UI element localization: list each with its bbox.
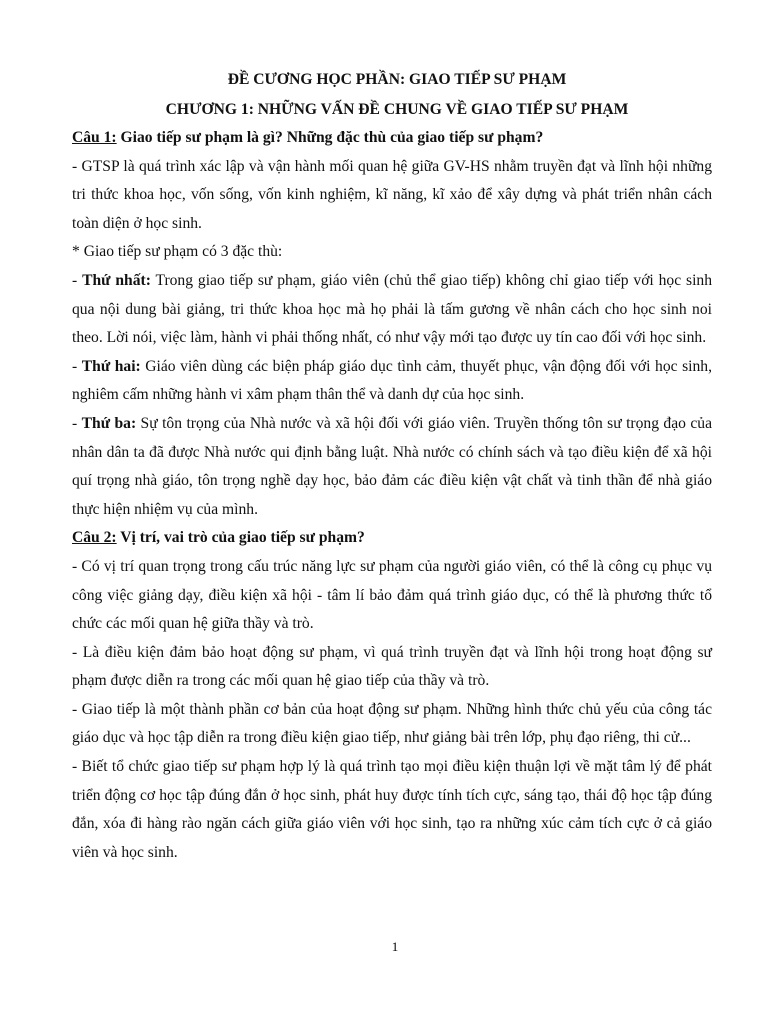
specifics-intro: * Giao tiếp sư phạm có 3 đặc thù: (72, 243, 283, 261)
specific-first-label: Thứ nhất: (82, 271, 151, 289)
specific-third-text: Sự tôn trọng của Nhà nước và xã hội đối với giáo viên. Truyền thống tôn sư trọng đạo của nhân dân ta đã được Nhà nước qui định bằng luật. Nhà nước có chính sách và tạo điều kiện để xã hội quí trọng nhà giáo, tôn trọng nghề dạy học, bảo đảm các điều kiện vật chất và tinh thần để nhà giáo thực hiện nhiệm vụ của mình. (72, 414, 713, 518)
specific-second-text: Giáo viên dùng các biện pháp giáo dục tình cảm, thuyết phục, vận động đối với học sinh, nghiêm cấm những hành vi xâm phạm thân thể và danh dự của học sinh. (72, 357, 712, 404)
chapter-title: CHƯƠNG 1: NHỮNG VẤN ĐỀ CHUNG VỀ GIAO TIẾP SƯ PHẠM (165, 101, 629, 118)
role-item-1: - Có vị trí quan trọng trong cấu trúc năng lực sư phạm của người giáo viên, có thể là công cụ phục vụ công việc giảng dạy, điều kiện xã hội - tâm lí bảo đảm quá trình giáo dục, có thể là phương thức tổ chức các mối quan hệ giữa thầy và trò. (72, 557, 712, 633)
role-item-4: - Biết tổ chức giao tiếp sư phạm hợp lý là quá trình tạo mọi điều kiện thuận lợi về mặt tâm lý để phát triển động cơ học tập đúng đắn ở học sinh, phát huy được tính tích cực, sáng tạo, thái độ học tập đúng đắn, xóa đi hàng rào ngăn cách giữa giáo viên với học sinh, tạo ra những xúc cảm tích cực ở cả giáo viên và học sinh. (72, 758, 712, 861)
role-item-3: - Giao tiếp là một thành phần cơ bản của hoạt động sư phạm. Những hình thức chủ yếu của công tác giáo dục và học tập diễn ra trong điều kiện giao tiếp, như giảng bài trên lớp, phụ đạo riêng, thi cử... (72, 700, 712, 747)
specific-third-label: Thứ ba: (81, 414, 137, 432)
specific-second-label: Thứ hai: (81, 357, 141, 375)
specific-third: - Thứ ba: Sự tôn trọng của Nhà nước và xã hội đối với giáo viên. Truyền thống tôn sư trọng đạo của nhân dân ta đã được Nhà nước qui định bằng luật. Nhà nước có chính sách và tạo điều kiện để xã hội quí trọng nhà giáo, tôn trọng nghề dạy học, bảo đảm các điều kiện vật chất và tinh thần để nhà giáo thực hiện nhiệm vụ của mình. (72, 414, 713, 518)
document-title: ĐỀ CƯƠNG HỌC PHẦN: GIAO TIẾP SƯ PHẠM (227, 71, 567, 88)
question-1-text: Giao tiếp sư phạm là gì? Những đặc thù của giao tiếp sư phạm? (116, 129, 544, 146)
specific-second: - Thứ hai: Giáo viên dùng các biện pháp giáo dục tình cảm, thuyết phục, vận động đối với học sinh, nghiêm cấm những hành vi xâm phạm thân thể và danh dự của học sinh. (72, 357, 712, 404)
gtsp-definition: - GTSP là quá trình xác lập và vận hành mối quan hệ giữa GV-HS nhằm truyền đạt và lĩnh hội những tri thức khoa học, vốn sống, vốn kinh nghiệm, kĩ năng, kĩ xảo để xây dựng và phát triển nhân cách toàn diện ở học sinh. (72, 157, 712, 232)
question-2-heading (72, 524, 712, 553)
specific-first-text: Trong giao tiếp sư phạm, giáo viên (chủ thể giao tiếp) không chỉ giao tiếp với học sinh qua nội dung bài giảng, tri thức khoa học mà họ phải là tấm gương về nhân cách cho học sinh noi theo. Lời nói, việc làm, hành vi phải thống nhất, có như vậy mới tạo được uy tín cao đối với học sinh. (72, 271, 713, 347)
question-1-heading (72, 124, 712, 153)
question-2-number: Câu 2: (72, 529, 117, 547)
question-1-number: Câu 1: (72, 129, 117, 146)
page-number: 1 (391, 939, 399, 954)
specific-first: - Thứ nhất: Trong giao tiếp sư phạm, giáo viên (chủ thể giao tiếp) không chỉ giao tiếp với học sinh qua nội dung bài giảng, tri thức khoa học mà họ phải là tấm gương về nhân cách cho học sinh noi theo. Lời nói, việc làm, hành vi phải thống nhất, có như vậy mới tạo được uy tín cao đối với học sinh. (72, 271, 713, 347)
role-item-2: - Là điều kiện đảm bảo hoạt động sư phạm, vì quá trình truyền đạt và lĩnh hội trong hoạt động sư phạm được diễn ra trong các mối quan hệ giao tiếp của thầy và trò. (72, 643, 712, 690)
question-2-text: Vị trí, vai trò của giao tiếp sư phạm? (116, 529, 365, 547)
